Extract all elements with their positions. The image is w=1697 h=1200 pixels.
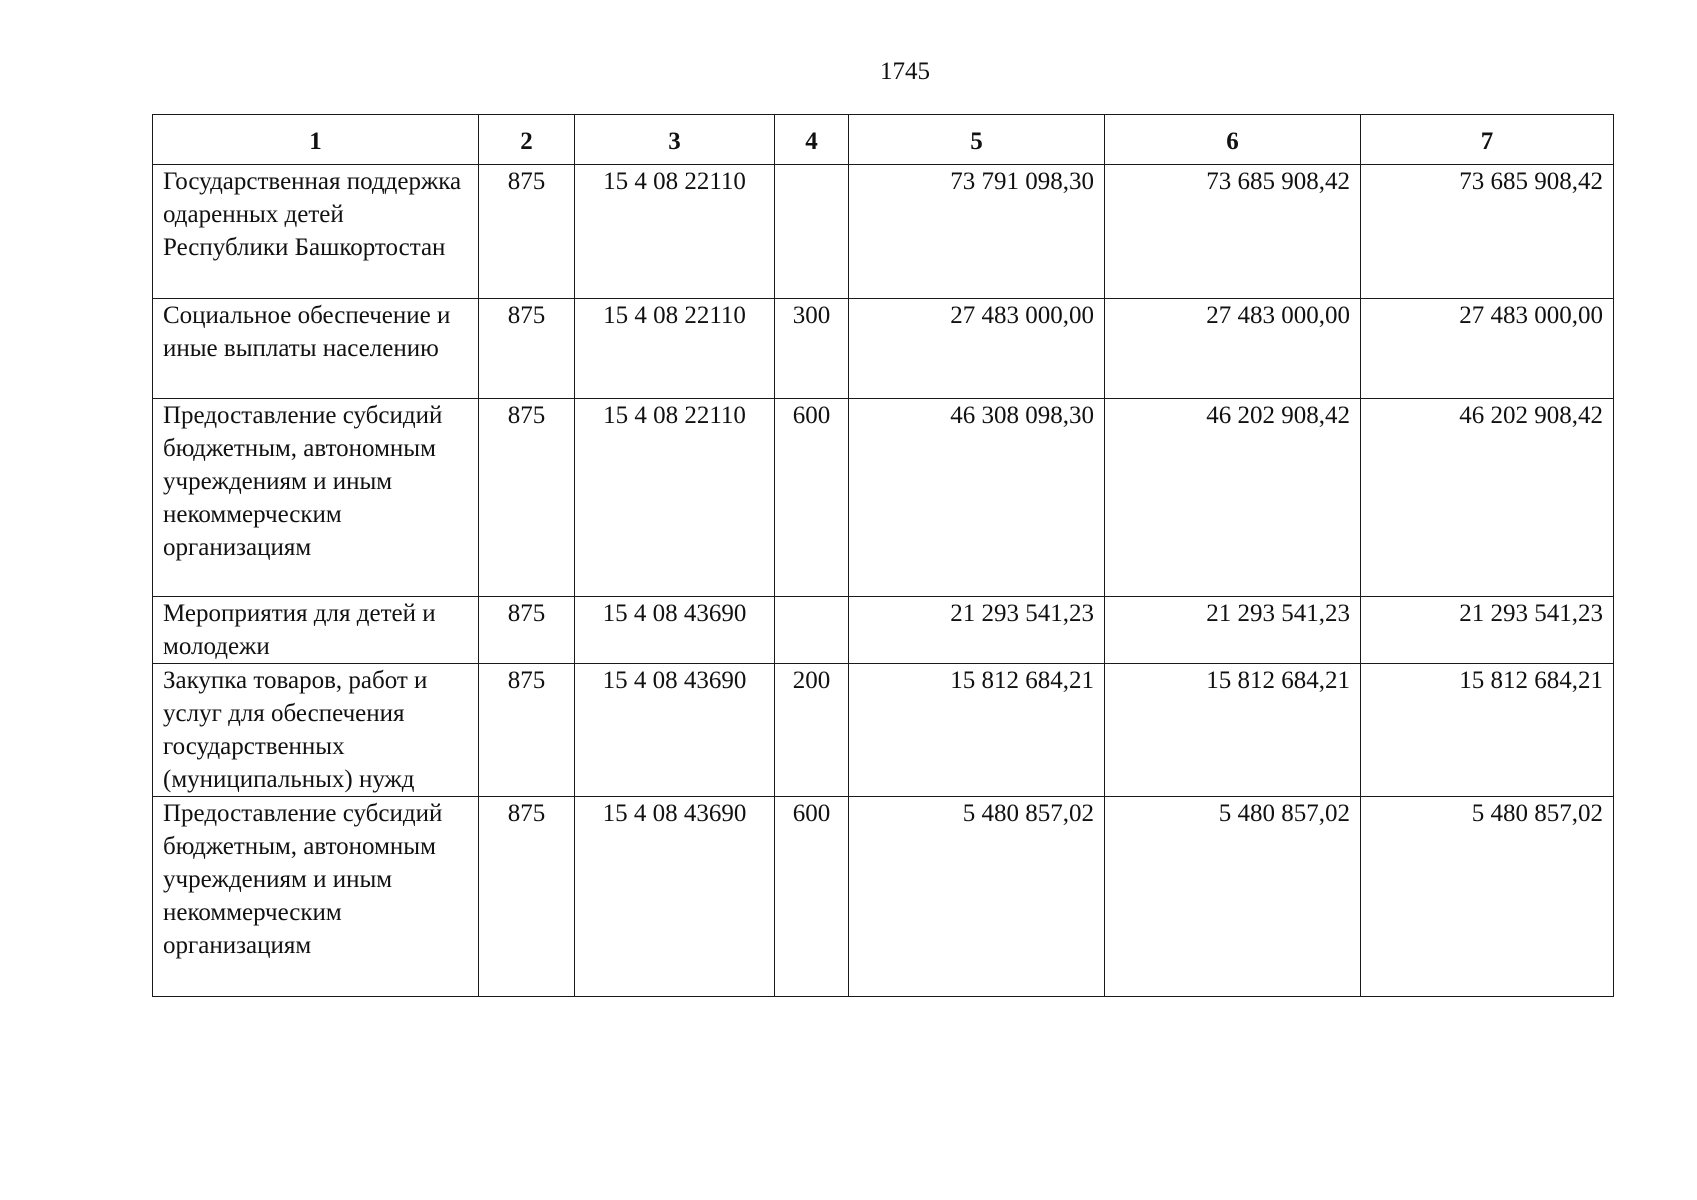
- row-value-7-cell: 27 483 000,00: [1361, 299, 1614, 399]
- column-header-4: 4: [775, 115, 849, 165]
- row-value-6-cell: 5 480 857,02: [1105, 797, 1361, 997]
- row-value-6-cell: 27 483 000,00: [1105, 299, 1361, 399]
- row-expense-type-cell: 600: [775, 797, 849, 997]
- row-expense-type-cell: [775, 597, 849, 664]
- row-grbs-cell: 875: [479, 165, 575, 299]
- column-header-7: 7: [1361, 115, 1614, 165]
- row-value-5-cell: 21 293 541,23: [849, 597, 1105, 664]
- row-grbs-cell: 875: [479, 797, 575, 997]
- row-name-cell: Предоставление субсидий бюджетным, автономным учреждениям и иным некоммерческим организациям: [153, 797, 479, 997]
- row-name-cell: Социальное обеспечение и иные выплаты населению: [153, 299, 479, 399]
- row-value-5-cell: 46 308 098,30: [849, 399, 1105, 597]
- row-grbs-cell: 875: [479, 399, 575, 597]
- row-value-6-cell: 73 685 908,42: [1105, 165, 1361, 299]
- row-value-5-cell: 15 812 684,21: [849, 664, 1105, 797]
- table-row: [153, 597, 1614, 664]
- row-value-6-cell: 21 293 541,23: [1105, 597, 1361, 664]
- row-target-cell: 15 4 08 22110: [575, 399, 775, 597]
- row-grbs-cell: 875: [479, 664, 575, 797]
- budget-table: [152, 114, 1614, 997]
- row-value-5-cell: 73 791 098,30: [849, 165, 1105, 299]
- row-value-7-cell: 73 685 908,42: [1361, 165, 1614, 299]
- column-header-6: 6: [1105, 115, 1361, 165]
- table-row: [153, 664, 1614, 797]
- row-expense-type-cell: 300: [775, 299, 849, 399]
- row-value-6-cell: 15 812 684,21: [1105, 664, 1361, 797]
- row-value-6-cell: 46 202 908,42: [1105, 399, 1361, 597]
- column-header-3: 3: [575, 115, 775, 165]
- column-header-5: 5: [849, 115, 1105, 165]
- row-target-cell: 15 4 08 43690: [575, 597, 775, 664]
- page-number: 1745: [880, 58, 930, 85]
- row-grbs-cell: 875: [479, 597, 575, 664]
- row-value-7-cell: 46 202 908,42: [1361, 399, 1614, 597]
- row-value-5-cell: 27 483 000,00: [849, 299, 1105, 399]
- row-name-cell: Предоставление субсидий бюджетным, автономным учреждениям и иным некоммерческим организациям: [153, 399, 479, 597]
- table-row: [153, 165, 1614, 299]
- row-expense-type-cell: 200: [775, 664, 849, 797]
- column-header-2: 2: [479, 115, 575, 165]
- row-name-cell: Мероприятия для детей и молодежи: [153, 597, 479, 664]
- row-grbs-cell: 875: [479, 299, 575, 399]
- row-value-5-cell: 5 480 857,02: [849, 797, 1105, 997]
- row-expense-type-cell: 600: [775, 399, 849, 597]
- row-value-7-cell: 5 480 857,02: [1361, 797, 1614, 997]
- row-value-7-cell: 15 812 684,21: [1361, 664, 1614, 797]
- table-row: [153, 399, 1614, 597]
- row-target-cell: 15 4 08 43690: [575, 797, 775, 997]
- row-expense-type-cell: [775, 165, 849, 299]
- row-target-cell: 15 4 08 22110: [575, 299, 775, 399]
- row-name-cell: Закупка товаров, работ и услуг для обеспечения государственных (муниципальных) нужд: [153, 664, 479, 797]
- table-row: [153, 797, 1614, 997]
- row-target-cell: 15 4 08 22110: [575, 165, 775, 299]
- column-header-1: 1: [153, 115, 479, 165]
- header-row: [153, 115, 1614, 165]
- row-name-cell: Государственная поддержка одаренных детей Республики Башкортостан: [153, 165, 479, 299]
- row-value-7-cell: 21 293 541,23: [1361, 597, 1614, 664]
- row-target-cell: 15 4 08 43690: [575, 664, 775, 797]
- table-row: [153, 299, 1614, 399]
